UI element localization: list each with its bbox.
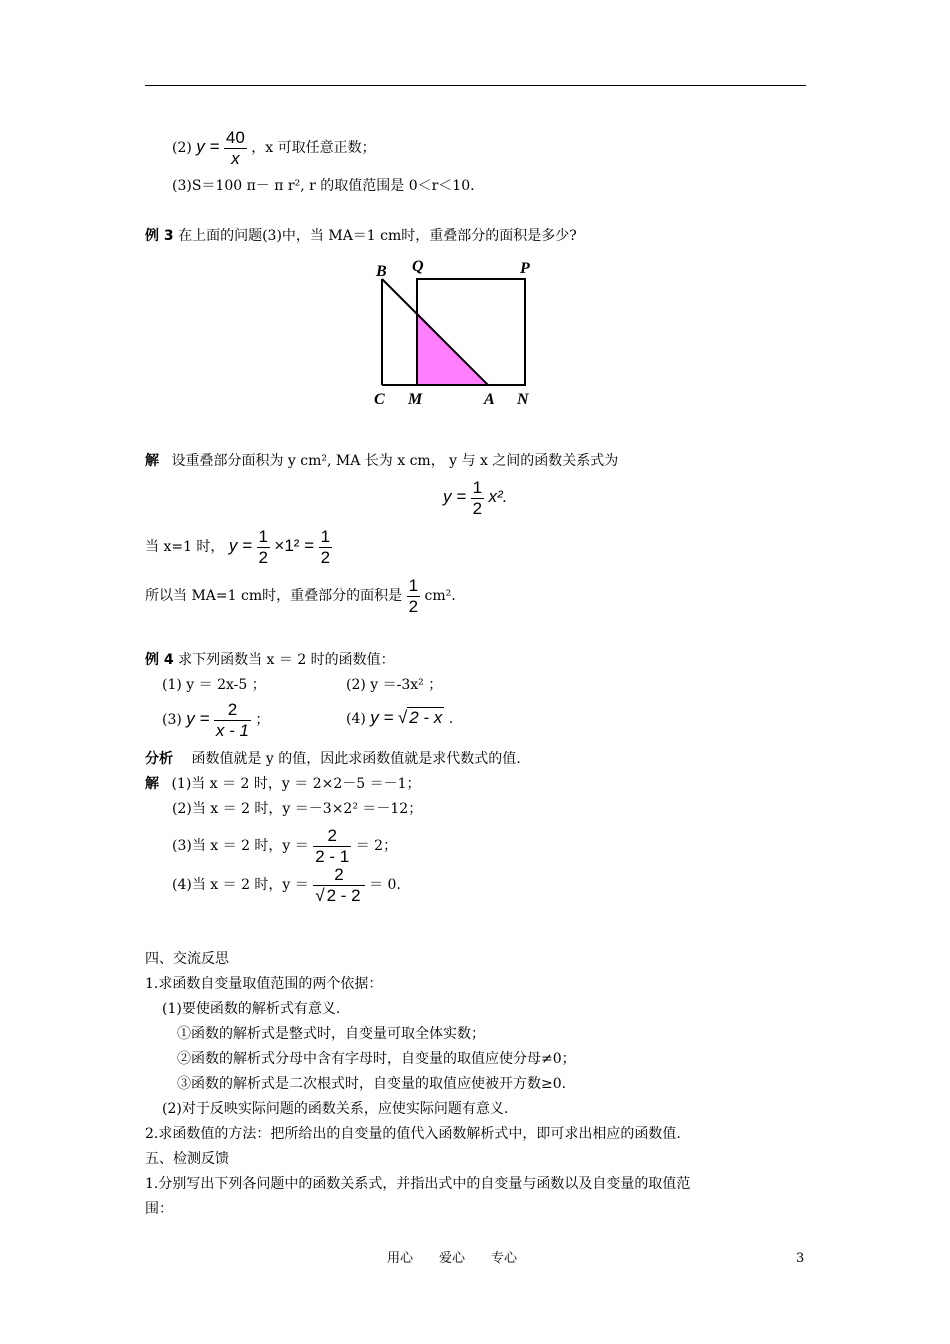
solution-4-step-1: (1)当 x ＝ 2 时，y ＝ 2×2－5 ＝－1； — [171, 776, 421, 792]
numerator: 40 — [225, 128, 245, 147]
fraction-2-over-2-minus-1 — [313, 826, 351, 866]
section-4-case-1: ①函数的解析式是整式时，自变量可取全体实数； — [177, 1026, 485, 1042]
solution-3-when — [145, 527, 332, 567]
label-a: A — [484, 391, 495, 408]
label-b: B — [376, 263, 387, 280]
section-4-point-1b: (2)对于反映实际问题的函数关系，应使实际问题有意义. — [162, 1101, 509, 1117]
example-4-title: 例 4 — [145, 652, 174, 668]
header-rule — [145, 85, 806, 86]
denominator: 2 — [472, 498, 483, 518]
formula-middle: ×1² = — [274, 536, 315, 556]
step-result: ＝ 2； — [355, 838, 398, 855]
numerator: 2 — [214, 700, 251, 721]
formula-y: y = — [196, 137, 220, 157]
numerator: 1 — [258, 527, 268, 546]
section-5-title: 五、检测反馈 — [145, 1151, 229, 1167]
formula-y: y = — [443, 487, 467, 507]
example-3 — [145, 229, 577, 243]
fraction-result — [319, 527, 332, 567]
solution-4-step-3 — [172, 826, 397, 866]
label-q: Q — [412, 258, 424, 275]
fraction-40-over-x — [224, 128, 247, 168]
numerator: 1 — [320, 527, 331, 546]
denominator: x — [231, 148, 240, 168]
example-4-item-2: (2) y ＝-3x² ； — [346, 677, 443, 693]
analysis-line — [145, 752, 521, 766]
radicand: 2 - x — [409, 708, 443, 727]
sqrt-sign-icon: √ — [315, 885, 325, 905]
example-3-title: 例 3 — [145, 228, 174, 244]
analysis-text: 函数值就是 y 的值，因此求函数值就是求代数式的值. — [191, 751, 521, 767]
solution-4-step-2: (2)当 x ＝ 2 时，y ＝－3×2² ＝－12； — [172, 801, 423, 817]
item-label: (4) — [346, 711, 366, 727]
example-3-text: 在上面的问题(3)中，当 MA＝1 cm时，重叠部分的面积是多少? — [178, 228, 577, 244]
fraction-2-over-x-minus-1 — [214, 700, 251, 740]
item-label: (2) — [172, 140, 192, 157]
denominator: 2 - 1 — [315, 846, 350, 866]
label-m: M — [408, 391, 423, 408]
conclusion-unit: cm². — [424, 588, 456, 605]
section-5-point-1: 1.分别写出下列各问题中的函数关系式，并指出式中的自变量与函数以及自变量的取值范 — [145, 1176, 691, 1192]
item-end: . — [448, 711, 454, 727]
analysis-head: 分析 — [145, 751, 173, 767]
formula-y: y = — [370, 708, 394, 727]
formula-line-3: (3)S＝100 π－ π r², r 的取值范围是 0＜r＜10. — [172, 178, 475, 194]
footer-text: 用心 爱心 专心 — [387, 1251, 518, 1266]
numerator: 1 — [472, 478, 483, 497]
formula-x-squared: x². — [488, 487, 508, 507]
example-4-item-4 — [346, 709, 453, 726]
example-4-item-3 — [162, 700, 269, 740]
numerator: 1 — [408, 576, 419, 595]
section-4-title: 四、交流反思 — [145, 951, 229, 967]
fraction-one-half — [471, 478, 484, 518]
geometry-figure — [370, 255, 540, 415]
label-n: N — [517, 391, 529, 408]
when-text: 当 x=1 时， — [145, 539, 225, 556]
section-4-point-2: 2.求函数值的方法：把所给出的自变量的值代入函数解析式中，即可求出相应的函数值. — [145, 1126, 681, 1142]
sqrt-sign-icon: √ — [397, 708, 408, 727]
solution-head: 解 — [145, 453, 159, 469]
formula-y: y = — [228, 536, 253, 556]
solution-4-step-4 — [172, 865, 401, 905]
solution-head: 解 — [145, 776, 159, 792]
example-4-item-1: (1) y ＝ 2x-5 ； — [162, 677, 266, 693]
solution-3-formula — [443, 478, 507, 518]
fraction-2-over-sqrt — [313, 865, 364, 905]
denominator: 2 — [320, 547, 331, 567]
radicand: 2 - 2 — [326, 885, 361, 905]
section-4-point-1: 1.求函数自变量取值范围的两个依据： — [145, 976, 383, 992]
label-c: C — [374, 391, 385, 408]
example-4-text: 求下列函数当 x ＝ 2 时的函数值： — [178, 652, 395, 668]
section-5-point-1-cont: 围： — [145, 1201, 173, 1217]
formula-y: y = — [186, 709, 210, 729]
fraction-one-half — [257, 527, 270, 567]
conclusion-text: 所以当 MA=1 cm时，重叠部分的面积是 — [145, 588, 403, 605]
fraction-one-half — [407, 576, 420, 616]
solution-3-text: 设重叠部分面积为 y cm², MA 长为 x cm， y 与 x 之间的函数关系式为 — [171, 453, 619, 469]
solution-3-line — [145, 454, 618, 468]
formula-line-2 — [172, 128, 376, 168]
solution-3-conclusion — [145, 576, 456, 616]
step-text: (3)当 x ＝ 2 时，y ＝ — [172, 838, 309, 855]
step-text: (4)当 x ＝ 2 时，y ＝ — [172, 877, 309, 894]
page-number: 3 — [796, 1251, 805, 1266]
solution-4-line-1 — [145, 777, 421, 791]
step-result: ＝ 0. — [369, 877, 401, 894]
item-end: ； — [255, 712, 270, 729]
denominator: x - 1 — [215, 720, 249, 740]
denominator: 2 — [408, 596, 419, 616]
denominator — [313, 886, 364, 906]
label-p: P — [520, 260, 530, 277]
formula-note: ，x 可取任意正数； — [251, 140, 376, 157]
item-label: (3) — [162, 712, 182, 729]
example-4 — [145, 653, 395, 667]
denominator: 2 — [258, 547, 268, 567]
section-4-case-3: ③函数的解析式是二次根式时，自变量的取值应使被开方数≥0. — [177, 1076, 567, 1092]
section-4-case-2: ②函数的解析式分母中含有字母时，自变量的取值应使分母≠0； — [177, 1051, 576, 1067]
numerator: 2 — [313, 826, 351, 847]
section-4-point-1a: (1)要使函数的解析式有意义. — [162, 1001, 341, 1017]
numerator: 2 — [313, 865, 364, 886]
